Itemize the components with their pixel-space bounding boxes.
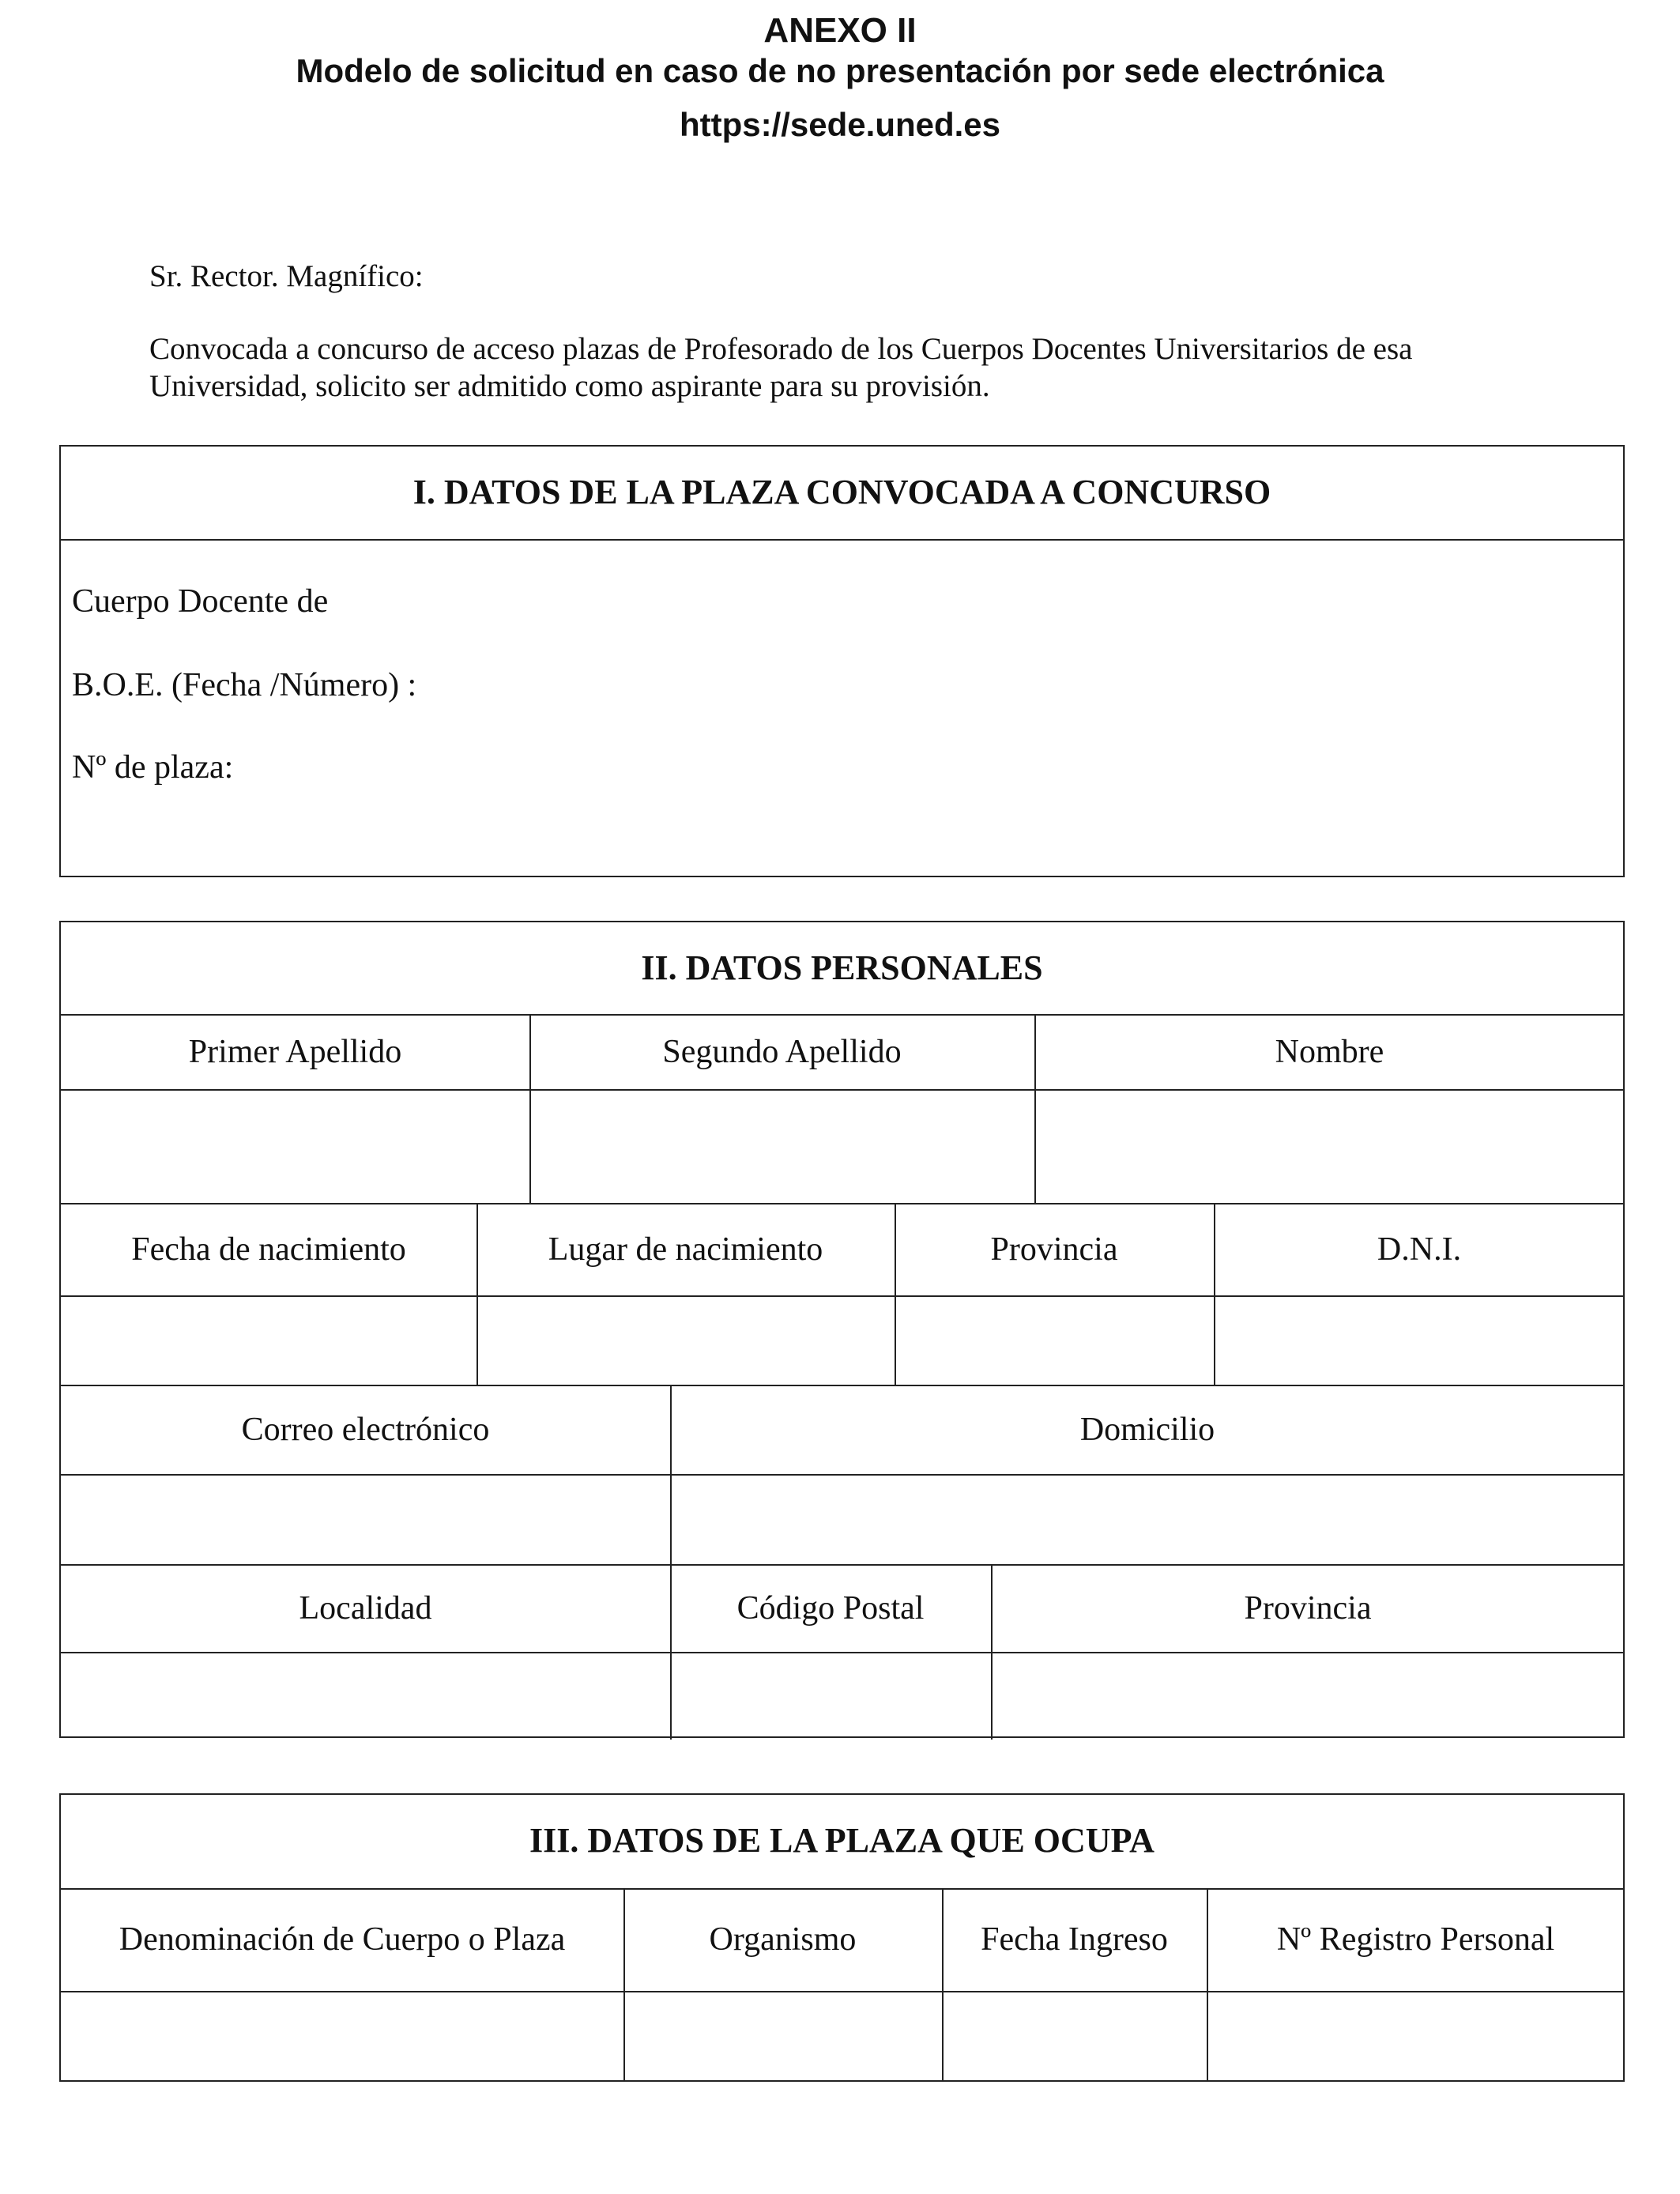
- lugar-nacimiento-input[interactable]: [477, 1295, 895, 1385]
- numero-plaza-field[interactable]: Nº de plaza:: [72, 749, 234, 786]
- divider: [61, 539, 1623, 541]
- section-datos-personales: [59, 921, 1625, 1738]
- section2-title: II. DATOS PERSONALES: [641, 948, 1043, 987]
- dni-label: D.N.I.: [1377, 1231, 1462, 1268]
- cuerpo-docente-field[interactable]: Cuerpo Docente de: [72, 583, 329, 620]
- section3-title: III. DATOS DE LA PLAZA QUE OCUPA: [529, 1821, 1155, 1860]
- localidad-label: Localidad: [299, 1589, 432, 1627]
- intro-paragraph: Convocada a concurso de acceso plazas de Profesorado de los Cuerpos Docentes Universitarios de esa Universidad, solicito ser admitido como aspirante para su provisión.: [149, 332, 1413, 403]
- correo-label: Correo electrónico: [241, 1411, 490, 1448]
- codigo-postal-label: Código Postal: [736, 1589, 925, 1627]
- fecha-nacimiento-input[interactable]: [61, 1295, 477, 1385]
- sede-url: https://sede.uned.es: [679, 106, 1001, 143]
- correo-input[interactable]: [61, 1474, 670, 1564]
- segundo-apellido-label: Segundo Apellido: [662, 1033, 902, 1070]
- organismo-label: Organismo: [709, 1921, 857, 1958]
- fecha-nacimiento-label: Fecha de nacimiento: [131, 1231, 406, 1268]
- fecha-ingreso-input[interactable]: [942, 1991, 1207, 2082]
- domicilio-input[interactable]: [670, 1474, 1625, 1564]
- form-subtitle: Modelo de solicitud en caso de no presentación por sede electrónica: [296, 52, 1384, 89]
- boe-field[interactable]: B.O.E. (Fecha /Número) :: [72, 667, 417, 703]
- section-plaza-ocupa: [59, 1793, 1625, 2082]
- primer-apellido-input[interactable]: [61, 1089, 529, 1203]
- segundo-apellido-input[interactable]: [529, 1089, 1034, 1203]
- registro-personal-label: Nº Registro Personal: [1276, 1921, 1555, 1958]
- dni-input[interactable]: [1214, 1295, 1625, 1385]
- localidad-input[interactable]: [61, 1652, 670, 1738]
- denominacion-label: Denominación de Cuerpo o Plaza: [119, 1921, 566, 1958]
- provincia-domicilio-label: Provincia: [1244, 1589, 1372, 1627]
- annex-title: ANEXO II: [763, 11, 917, 50]
- codigo-postal-input[interactable]: [670, 1652, 991, 1738]
- lugar-nacimiento-label: Lugar de nacimiento: [548, 1231, 823, 1268]
- section1-title: I. DATOS DE LA PLAZA CONVOCADA A CONCURSO: [412, 473, 1271, 511]
- provincia-nacimiento-label: Provincia: [990, 1231, 1118, 1268]
- organismo-input[interactable]: [623, 1991, 942, 2082]
- primer-apellido-label: Primer Apellido: [188, 1033, 402, 1070]
- provincia-nacimiento-input[interactable]: [895, 1295, 1214, 1385]
- nombre-label: Nombre: [1275, 1033, 1384, 1070]
- section-plaza-convocada: [59, 445, 1625, 877]
- nombre-input[interactable]: [1034, 1089, 1625, 1203]
- registro-personal-input[interactable]: [1207, 1991, 1625, 2082]
- domicilio-label: Domicilio: [1079, 1411, 1215, 1448]
- provincia-domicilio-input[interactable]: [991, 1652, 1625, 1738]
- denominacion-input[interactable]: [61, 1991, 623, 2082]
- fecha-ingreso-label: Fecha Ingreso: [981, 1921, 1168, 1958]
- salutation: Sr. Rector. Magnífico:: [149, 259, 424, 293]
